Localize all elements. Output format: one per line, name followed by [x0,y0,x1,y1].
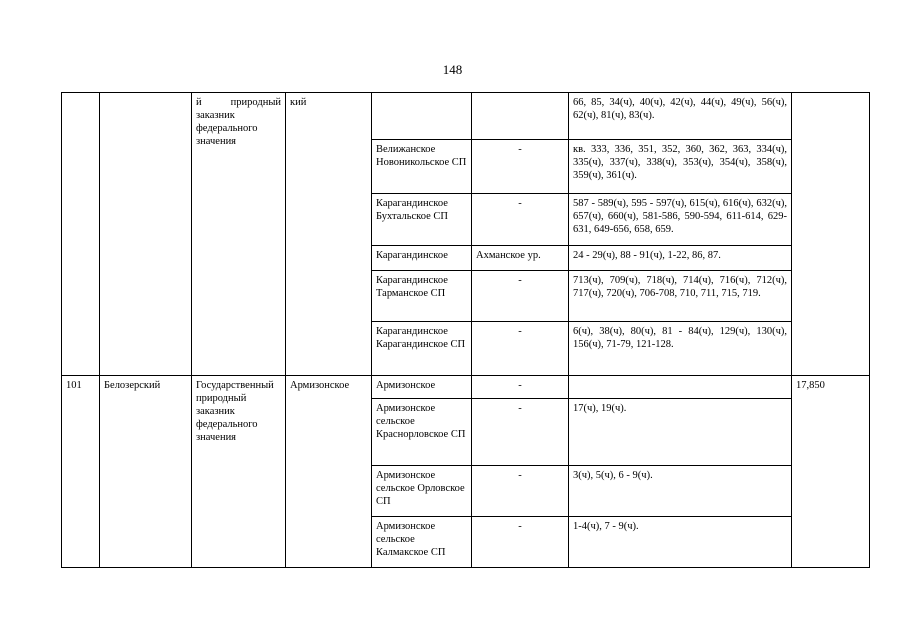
locality-cell: - [472,517,569,568]
table-row [62,376,870,399]
settlement-cell: Карагандинское [372,246,472,271]
settlement-cell: Армизонское сельское Краснорловское СП [372,399,472,466]
settlement-cell: Армизонское сельское Орловское СП [372,466,472,517]
settlement-cell: Карагандинское Бухтальское СП [372,194,472,246]
quarters-cell: 3(ч), 5(ч), 6 - 9(ч). [569,466,792,517]
name-cell [100,93,192,376]
locality-cell: - [472,376,569,399]
area-cell: 17,850 [792,376,870,568]
locality-cell [472,93,569,140]
quarters-cell: 713(ч), 709(ч), 718(ч), 714(ч), 716(ч), 712(ч), 717(ч), 720(ч), 706-708, 710, 711, 715, 719. [569,271,792,322]
quarters-cell: 66, 85, 34(ч), 40(ч), 42(ч), 44(ч), 49(ч), 56(ч), 62(ч), 81(ч), 83(ч). [569,93,792,140]
reserves-table [61,92,870,568]
district-cell: кий [286,93,372,376]
locality-cell: - [472,194,569,246]
settlement-cell: Велижанское Новоникольское СП [372,140,472,194]
reserve-type-cell: й природный заказник федерального значения [192,93,286,376]
settlement-cell: Карагандинское Карагандинское СП [372,322,472,376]
table-row [62,93,870,140]
number-cell [62,93,100,376]
quarters-cell: 1-4(ч), 7 - 9(ч). [569,517,792,568]
settlement-cell: Армизонское [372,376,472,399]
quarters-cell: кв. 333, 336, 351, 352, 360, 362, 363, 334(ч), 335(ч), 337(ч), 338(ч), 353(ч), 354(ч), 358(ч), 359(ч), 361(ч). [569,140,792,194]
quarters-cell: 6(ч), 38(ч), 80(ч), 81 - 84(ч), 129(ч), 130(ч), 156(ч), 71-79, 121-128. [569,322,792,376]
quarters-cell: 17(ч), 19(ч). [569,399,792,466]
quarters-cell: 24 - 29(ч), 88 - 91(ч), 1-22, 86, 87. [569,246,792,271]
reserve-type-cell: Государственный природный заказник федерального значения [192,376,286,568]
locality-cell: - [472,466,569,517]
area-cell [792,93,870,376]
settlement-cell: Карагандинское Тарманское СП [372,271,472,322]
locality-cell: - [472,322,569,376]
locality-cell: - [472,271,569,322]
name-cell: Белозерский [100,376,192,568]
district-cell: Армизонское [286,376,372,568]
quarters-cell: 587 - 589(ч), 595 - 597(ч), 615(ч), 616(ч), 632(ч), 657(ч), 660(ч), 581-586, 590-594, 611-614, 629-631, 649-656, 658, 659. [569,194,792,246]
number-cell: 101 [62,376,100,568]
locality-cell: Ахманское ур. [472,246,569,271]
quarters-cell [569,376,792,399]
settlement-cell [372,93,472,140]
locality-cell: - [472,399,569,466]
page-number: 148 [442,62,463,77]
locality-cell: - [472,140,569,194]
settlement-cell: Армизонское сельское Калмакское СП [372,517,472,568]
